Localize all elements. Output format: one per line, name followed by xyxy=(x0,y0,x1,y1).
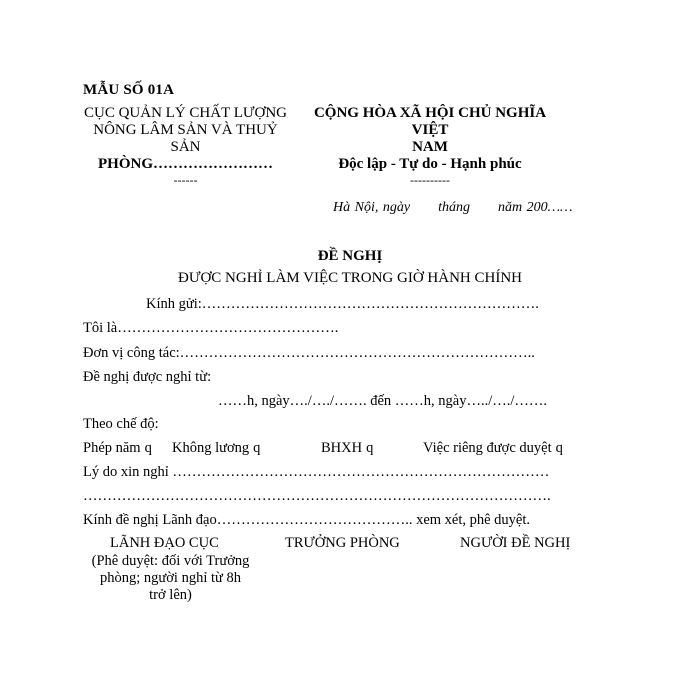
agency-name-line1: CỤC QUẢN LÝ CHẤT LƯỢNG xyxy=(83,105,288,121)
document-title: ĐỀ NGHỊ xyxy=(317,248,383,264)
reason-field: Lý do xin nghỉ …………………………………………………………………… xyxy=(83,464,550,480)
agency-header xyxy=(83,105,288,187)
addressee-field: Kính gửi:……………………………………………………………. xyxy=(146,296,539,312)
name-field: Tôi là………………………………………. xyxy=(83,320,339,336)
director-approval-note xyxy=(83,553,258,604)
time-range-field: ……h, ngày…./…./……. đến ……h, ngày…../…./……. xyxy=(218,393,548,409)
republic-name-line2: NAM xyxy=(412,139,448,155)
checkbox-icon: q xyxy=(555,440,563,456)
leave-option-personal[interactable] xyxy=(423,440,563,457)
request-from-label: Đề nghị được nghỉ từ: xyxy=(83,369,212,385)
reason-continuation: ……………………………………………………………………………………. xyxy=(83,488,551,504)
director-signature-label: LÃNH ĐẠO CỤC xyxy=(110,535,219,551)
leave-option-label: Việc riêng được duyệt xyxy=(423,440,552,456)
unit-field: Đơn vị công tác:……………………………………………………………….. xyxy=(83,345,535,361)
leave-option-label: Phép năm xyxy=(83,440,141,456)
agency-name-line3: SẢN xyxy=(170,139,201,155)
department-field: PHÒNG…………………… xyxy=(98,156,273,172)
document-subtitle: ĐƯỢC NGHỈ LÀM VIỆC TRONG GIỜ HÀNH CHÍNH xyxy=(178,270,522,286)
checkbox-icon: q xyxy=(253,440,261,456)
leave-option-unpaid[interactable] xyxy=(172,440,260,457)
national-motto: Độc lập - Tự do - Hạnh phúc xyxy=(338,156,522,172)
date-place-day: Hà Nội, ngày xyxy=(333,200,411,215)
leave-option-label: Không lương xyxy=(172,440,250,456)
leave-option-social-insurance[interactable] xyxy=(321,440,373,457)
regime-label: Theo chế độ: xyxy=(83,416,159,432)
motto-divider: ---------- xyxy=(410,173,450,187)
requester-signature-label: NGƯỜI ĐỀ NGHỊ xyxy=(460,535,571,551)
director-note-line1: (Phê duyệt: đối với Trưởng xyxy=(91,553,250,569)
leave-option-label: BHXH xyxy=(321,440,363,456)
leave-option-annual[interactable] xyxy=(83,440,152,457)
checkbox-icon: q xyxy=(144,440,152,456)
national-header xyxy=(302,105,558,187)
director-note-line2: phòng; người nghỉ từ 8h xyxy=(100,570,241,586)
head-signature-label: TRƯỞNG PHÒNG xyxy=(285,535,400,551)
republic-name-line1: CỘNG HÒA XÃ HỘI CHỦ NGHĨA VIỆT xyxy=(313,105,547,138)
date-month: tháng xyxy=(438,200,470,215)
checkbox-icon: q xyxy=(366,440,374,456)
closing-request: Kính đề nghị Lãnh đạo………………………………….. xem xét, phê duyệt. xyxy=(83,512,531,528)
agency-name-line2: NÔNG LÂM SẢN VÀ THUỶ xyxy=(93,122,278,138)
director-note-line3: trở lên) xyxy=(149,587,192,603)
date-year: năm 200…… xyxy=(497,200,573,215)
agency-divider: ------ xyxy=(173,173,198,187)
form-code: MẪU SỐ 01A xyxy=(83,82,175,98)
date-line xyxy=(333,200,572,216)
